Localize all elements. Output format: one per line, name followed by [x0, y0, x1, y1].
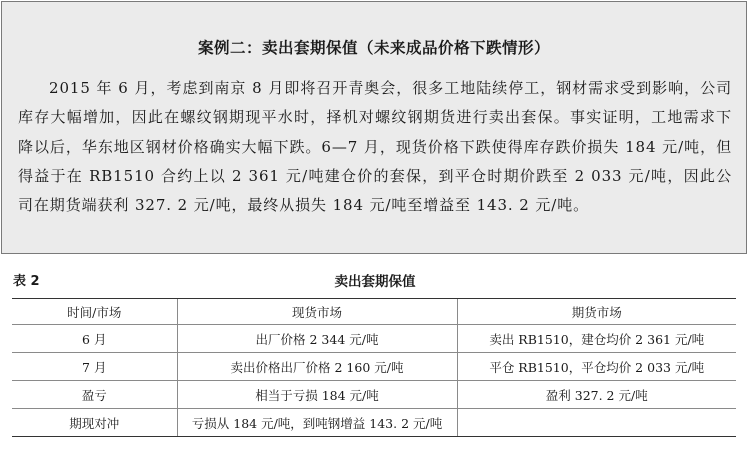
spot-cell: 相当于亏损 184 元/吨: [177, 381, 457, 409]
spot-cell: 出厂价格 2 344 元/吨: [177, 325, 457, 353]
row-label: 6 月: [12, 325, 177, 353]
futures-cell: 盈利 327. 2 元/吨: [457, 381, 736, 409]
futures-cell: 平仓 RB1510，平仓均价 2 033 元/吨: [457, 353, 736, 381]
futures-cell: 卖出 RB1510，建仓均价 2 361 元/吨: [457, 325, 736, 353]
case-study-box: [1, 1, 747, 254]
table-number-label: 表 2: [13, 274, 40, 289]
table-header-row: [12, 299, 736, 325]
row-label: 盈亏: [12, 381, 177, 409]
table-row: [12, 325, 736, 353]
table-title: 卖出套期保值: [334, 274, 416, 290]
table-row: [12, 381, 736, 409]
futures-cell: [457, 409, 736, 437]
row-label: 期现对冲: [12, 409, 177, 437]
case-study-paragraph: 2015 年 6 月，考虑到南京 8 月即将召开青奥会，很多工地陆续停工，钢材需求受到影响，公司库存大幅增加，因此在螺纹钢期现平水时，择机对螺纹钢期货进行卖出套保。事实证明，工地需求下降以后，华东地区钢材价格确实大幅下跌。6—7 月，现货价格下跌使得库存跌价损失 184 元/吨，但得益于在 RB1510 合约上以 2 361 元/吨建仓价的套保，到平仓时期价跌至 2 033 元/吨，因此公司在期货端获利 327. 2 元/吨，最终从损失 184 元/吨至增益至 143. 2 元/吨。: [18, 79, 732, 215]
spot-cell: 亏损从 184 元/吨，到吨钢增益 143. 2 元/吨: [177, 409, 457, 437]
header-futures-market: 期货市场: [457, 299, 736, 325]
case-study-title: 案例二：卖出套期保值（未来成品价格下跌情形）: [197, 39, 550, 57]
row-label: 7 月: [12, 353, 177, 381]
table-row: [12, 353, 736, 381]
header-spot-market: 现货市场: [177, 299, 457, 325]
hedging-table: [12, 298, 736, 437]
table-row: [12, 409, 736, 437]
spot-cell: 卖出价格出厂价格 2 160 元/吨: [177, 353, 457, 381]
header-time-market: 时间/市场: [12, 299, 177, 325]
case-study-body: [18, 74, 732, 220]
